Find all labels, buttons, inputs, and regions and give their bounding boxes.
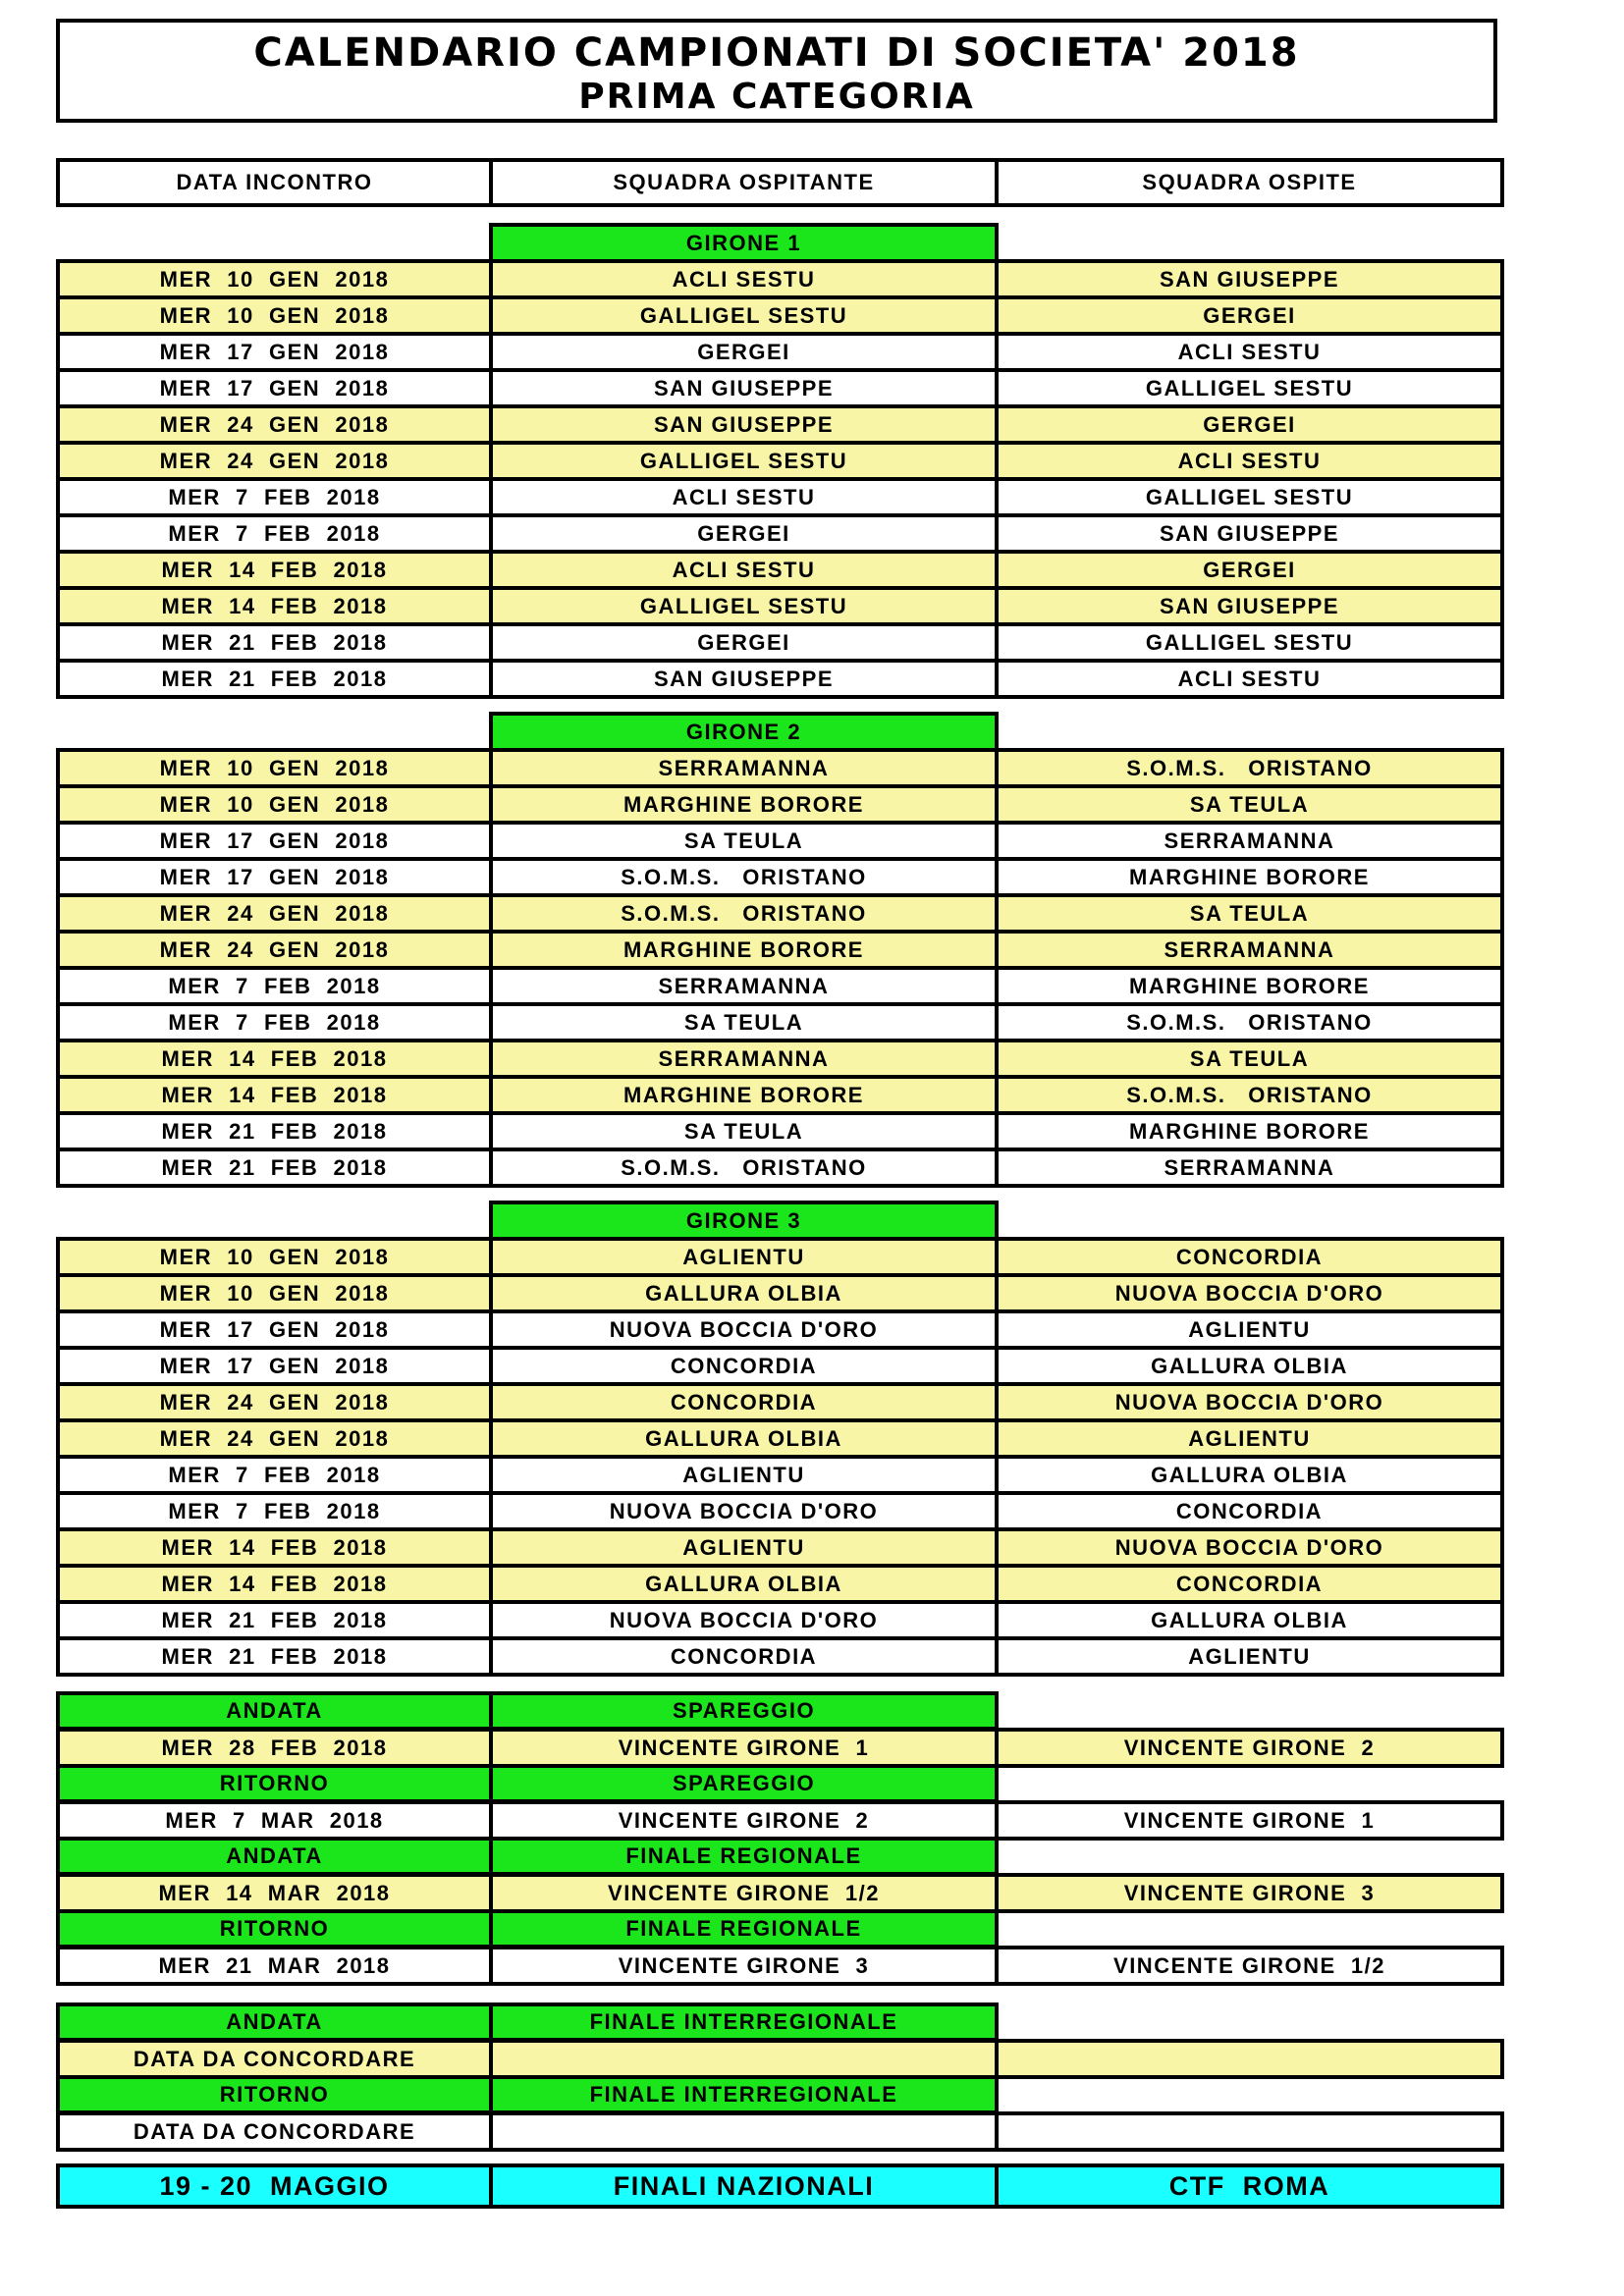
home-team: GALLURA OLBIA	[489, 1273, 999, 1313]
stage-label: FINALE INTERREGIONALE	[489, 2075, 999, 2114]
away-team: MARGHINE BORORE	[995, 857, 1504, 897]
stage-label: FINALE REGIONALE	[489, 1909, 999, 1949]
match-date: MER 7 FEB 2018	[56, 477, 493, 517]
home-team: GERGEI	[489, 513, 999, 554]
away-team: VINCENTE GIRONE 2	[995, 1728, 1504, 1768]
leg-label: RITORNO	[56, 1909, 493, 1949]
home-team: CONCORDIA	[489, 1382, 999, 1422]
stage-label: FINALE REGIONALE	[489, 1837, 999, 1876]
stage-label: SPAREGGIO	[489, 1691, 999, 1731]
away-team: ACLI SESTU	[995, 332, 1504, 372]
away-team: AGLIENTU	[995, 1309, 1504, 1350]
away-team: GERGEI	[995, 550, 1504, 590]
national-event: FINALI NAZIONALI	[489, 2163, 999, 2209]
home-team: MARGHINE BORORE	[489, 784, 999, 825]
match-date: MER 7 FEB 2018	[56, 513, 493, 554]
away-team: SAN GIUSEPPE	[995, 259, 1504, 299]
away-team: VINCENTE GIRONE 3	[995, 1873, 1504, 1913]
home-team: SA TEULA	[489, 1111, 999, 1151]
match-date: MER 21 MAR 2018	[56, 1946, 493, 1986]
girone-label: GIRONE 1	[489, 223, 999, 263]
leg-label: ANDATA	[56, 1691, 493, 1731]
match-date: MER 24 GEN 2018	[56, 930, 493, 970]
home-team: CONCORDIA	[489, 1636, 999, 1677]
title-box	[56, 19, 1497, 123]
girone-label: GIRONE 2	[489, 712, 999, 752]
match-date: MER 14 FEB 2018	[56, 586, 493, 626]
home-team: SAN GIUSEPPE	[489, 368, 999, 408]
match-date: MER 14 FEB 2018	[56, 1527, 493, 1568]
match-date: MER 21 FEB 2018	[56, 1111, 493, 1151]
match-date: MER 10 GEN 2018	[56, 295, 493, 336]
national-place: CTF ROMA	[995, 2163, 1504, 2209]
home-team: SAN GIUSEPPE	[489, 404, 999, 445]
match-date: MER 10 GEN 2018	[56, 748, 493, 788]
away-team: CONCORDIA	[995, 1491, 1504, 1531]
away-team: S.O.M.S. ORISTANO	[995, 748, 1504, 788]
home-team	[489, 2039, 999, 2079]
match-date: MER 10 GEN 2018	[56, 1273, 493, 1313]
match-date: MER 21 FEB 2018	[56, 659, 493, 699]
home-team: GERGEI	[489, 332, 999, 372]
home-team	[489, 2111, 999, 2152]
away-team: SA TEULA	[995, 893, 1504, 934]
away-team: ACLI SESTU	[995, 659, 1504, 699]
away-team: AGLIENTU	[995, 1418, 1504, 1459]
match-date: MER 24 GEN 2018	[56, 404, 493, 445]
leg-label: RITORNO	[56, 2075, 493, 2114]
match-date: MER 7 FEB 2018	[56, 1491, 493, 1531]
away-team: SAN GIUSEPPE	[995, 513, 1504, 554]
girone-label: GIRONE 3	[489, 1201, 999, 1241]
match-date: MER 24 GEN 2018	[56, 441, 493, 481]
match-date: MER 14 FEB 2018	[56, 1564, 493, 1604]
match-date: MER 7 FEB 2018	[56, 1455, 493, 1495]
leg-label: ANDATA	[56, 1837, 493, 1876]
title-line-1: CALENDARIO CAMPIONATI DI SOCIETA' 2018	[253, 30, 1300, 76]
match-date: MER 21 FEB 2018	[56, 1636, 493, 1677]
home-team: GALLIGEL SESTU	[489, 295, 999, 336]
match-date: DATA DA CONCORDARE	[56, 2039, 493, 2079]
home-team: AGLIENTU	[489, 1237, 999, 1277]
home-team: NUOVA BOCCIA D'ORO	[489, 1309, 999, 1350]
away-team: SA TEULA	[995, 1039, 1504, 1079]
title-line-2: PRIMA CATEGORIA	[578, 77, 975, 117]
home-team: SAN GIUSEPPE	[489, 659, 999, 699]
away-team: GALLIGEL SESTU	[995, 622, 1504, 663]
away-team: VINCENTE GIRONE 1	[995, 1800, 1504, 1841]
home-team: NUOVA BOCCIA D'ORO	[489, 1491, 999, 1531]
match-date: MER 10 GEN 2018	[56, 259, 493, 299]
home-team: MARGHINE BORORE	[489, 930, 999, 970]
away-team: NUOVA BOCCIA D'ORO	[995, 1382, 1504, 1422]
home-team: GERGEI	[489, 622, 999, 663]
home-team: S.O.M.S. ORISTANO	[489, 857, 999, 897]
away-team: S.O.M.S. ORISTANO	[995, 1075, 1504, 1115]
home-team: VINCENTE GIRONE 1	[489, 1728, 999, 1768]
away-team: SAN GIUSEPPE	[995, 586, 1504, 626]
match-date: MER 7 MAR 2018	[56, 1800, 493, 1841]
leg-label: ANDATA	[56, 2002, 493, 2042]
national-date: 19 - 20 MAGGIO	[56, 2163, 493, 2209]
home-team: ACLI SESTU	[489, 550, 999, 590]
home-team: AGLIENTU	[489, 1455, 999, 1495]
home-team: CONCORDIA	[489, 1346, 999, 1386]
home-team: SA TEULA	[489, 1002, 999, 1042]
match-date: MER 17 GEN 2018	[56, 821, 493, 861]
match-date: MER 24 GEN 2018	[56, 1382, 493, 1422]
away-team: GALLURA OLBIA	[995, 1455, 1504, 1495]
away-team: SERRAMANNA	[995, 821, 1504, 861]
match-date: MER 24 GEN 2018	[56, 1418, 493, 1459]
away-team: VINCENTE GIRONE 1/2	[995, 1946, 1504, 1986]
home-team: SERRAMANNA	[489, 966, 999, 1006]
away-team: GALLURA OLBIA	[995, 1600, 1504, 1640]
home-team: ACLI SESTU	[489, 477, 999, 517]
away-team: NUOVA BOCCIA D'ORO	[995, 1273, 1504, 1313]
match-date: MER 10 GEN 2018	[56, 784, 493, 825]
home-team: GALLURA OLBIA	[489, 1418, 999, 1459]
match-date: MER 21 FEB 2018	[56, 1148, 493, 1188]
home-team: NUOVA BOCCIA D'ORO	[489, 1600, 999, 1640]
home-team: VINCENTE GIRONE 2	[489, 1800, 999, 1841]
home-team: AGLIENTU	[489, 1527, 999, 1568]
away-team: SA TEULA	[995, 784, 1504, 825]
away-team: GALLIGEL SESTU	[995, 477, 1504, 517]
away-team: MARGHINE BORORE	[995, 1111, 1504, 1151]
date-header: DATA INCONTRO	[56, 158, 493, 207]
home-team: SERRAMANNA	[489, 748, 999, 788]
away-team: GALLIGEL SESTU	[995, 368, 1504, 408]
match-date: MER 21 FEB 2018	[56, 622, 493, 663]
match-date: MER 21 FEB 2018	[56, 1600, 493, 1640]
stage-label: FINALE INTERREGIONALE	[489, 2002, 999, 2042]
match-date: MER 28 FEB 2018	[56, 1728, 493, 1768]
away-team: GERGEI	[995, 404, 1504, 445]
away-team	[995, 2111, 1504, 2152]
match-date: MER 10 GEN 2018	[56, 1237, 493, 1277]
match-date: MER 14 FEB 2018	[56, 1075, 493, 1115]
home-header: SQUADRA OSPITANTE	[489, 158, 999, 207]
match-date: MER 24 GEN 2018	[56, 893, 493, 934]
home-team: GALLIGEL SESTU	[489, 441, 999, 481]
match-date: MER 14 FEB 2018	[56, 550, 493, 590]
match-date: MER 17 GEN 2018	[56, 1346, 493, 1386]
away-team: MARGHINE BORORE	[995, 966, 1504, 1006]
match-date: MER 14 FEB 2018	[56, 1039, 493, 1079]
home-team: GALLIGEL SESTU	[489, 586, 999, 626]
home-team: GALLURA OLBIA	[489, 1564, 999, 1604]
match-date: MER 17 GEN 2018	[56, 1309, 493, 1350]
home-team: SERRAMANNA	[489, 1039, 999, 1079]
away-team: S.O.M.S. ORISTANO	[995, 1002, 1504, 1042]
home-team: S.O.M.S. ORISTANO	[489, 893, 999, 934]
match-date: MER 7 FEB 2018	[56, 1002, 493, 1042]
away-team: CONCORDIA	[995, 1237, 1504, 1277]
away-team: SERRAMANNA	[995, 930, 1504, 970]
away-team: GALLURA OLBIA	[995, 1346, 1504, 1386]
away-team: ACLI SESTU	[995, 441, 1504, 481]
leg-label: RITORNO	[56, 1764, 493, 1803]
away-team: CONCORDIA	[995, 1564, 1504, 1604]
away-header: SQUADRA OSPITE	[995, 158, 1504, 207]
match-date: MER 7 FEB 2018	[56, 966, 493, 1006]
away-team: NUOVA BOCCIA D'ORO	[995, 1527, 1504, 1568]
match-date: MER 17 GEN 2018	[56, 857, 493, 897]
home-team: VINCENTE GIRONE 3	[489, 1946, 999, 1986]
match-date: MER 17 GEN 2018	[56, 332, 493, 372]
away-team: GERGEI	[995, 295, 1504, 336]
match-date: DATA DA CONCORDARE	[56, 2111, 493, 2152]
away-team	[995, 2039, 1504, 2079]
match-date: MER 17 GEN 2018	[56, 368, 493, 408]
away-team: AGLIENTU	[995, 1636, 1504, 1677]
stage-label: SPAREGGIO	[489, 1764, 999, 1803]
home-team: S.O.M.S. ORISTANO	[489, 1148, 999, 1188]
match-date: MER 14 MAR 2018	[56, 1873, 493, 1913]
home-team: SA TEULA	[489, 821, 999, 861]
home-team: VINCENTE GIRONE 1/2	[489, 1873, 999, 1913]
home-team: MARGHINE BORORE	[489, 1075, 999, 1115]
home-team: ACLI SESTU	[489, 259, 999, 299]
away-team: SERRAMANNA	[995, 1148, 1504, 1188]
